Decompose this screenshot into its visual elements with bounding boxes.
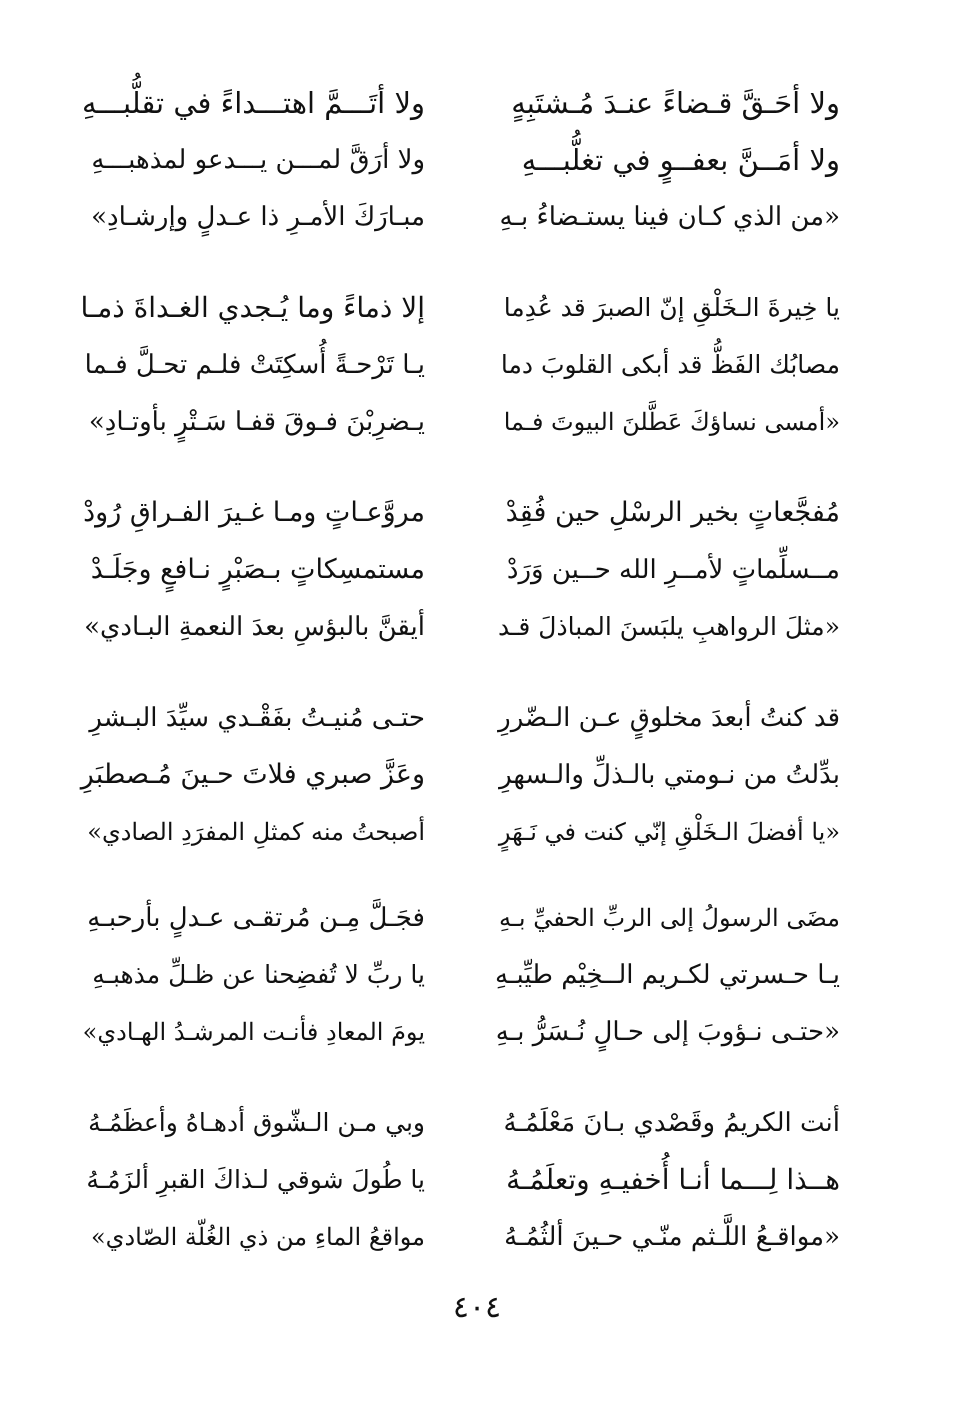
verse-left-5-1: فجَـلَّ مِـن مُرتقـى عـدلٍ بأرحبـهِ [87, 903, 425, 933]
verse-right-5-1: مضَى الرسولُ إلى الربِّ الحفيِّ بـهِ [499, 904, 840, 932]
verse-right-3-1: مُفجَّعاتٍ بخير الرسْلِ حين فُقِدْ [505, 497, 840, 528]
verse-left-1-3: مبـارَكَ الأمـرِ ذا عـدلٍ وإرشـادِ» [91, 202, 425, 232]
page-number: ٤٠٤ [452, 1290, 502, 1325]
verse-right-6-1: أنت الكريمُ وقَصْدي بـانَ مَعْلَمُـهُ [503, 1108, 840, 1138]
verse-left-6-3: مواقعُ الماءِ من ذي الغُلّة الصّادي» [91, 1223, 425, 1251]
verse-left-1-2: ولا أرَقَّ لمـــن يـــدعو لمذهبـــهِ [91, 145, 425, 175]
verse-left-2-3: يـضرِبْنَ فـوقَ قفـا سَـتْرٍ بأوتـادِ» [88, 407, 425, 437]
verse-left-3-3: أيقنَّ بالبؤسِ بعدَ النعمةِ البـادي» [84, 612, 425, 642]
verse-right-3-2: مــسلِّماتٍ لأمــرِ الله حــين وَرَدْ [506, 555, 840, 585]
verse-right-5-3: «حتـى نـؤوبَ إلى حـالٍ نُـسَرُّ بـهِ [495, 1017, 840, 1047]
verse-right-1-2: ولا أمَــنَّ بعفــوٍ في تغلُّبـــهِ [521, 143, 840, 177]
verse-right-4-3: «يا أفضلَ الـخَلْقِ إنّي كنت في نَـهَرٍ [498, 818, 840, 846]
verse-left-5-2: يا ربِّ لا تُفضِحنا عن ظـلِّ مذهبـهِ [92, 960, 425, 989]
poem-stanza-1 [80, 75, 840, 245]
verse-right-2-3: «أمسى نساؤكَ عَطَّلنَ البيوتَ فـما [503, 408, 840, 436]
poem-stanza-4 [80, 690, 840, 860]
verse-left-6-1: وبي مـن الـشّوق أدهـاهُ وأعظَمُـهُ [88, 1108, 425, 1137]
verse-right-6-2: هــذا لِـــما أنـا أُخفيـهِ وتعلَمُـهُ [506, 1163, 840, 1196]
verse-right-1-1: ولا أحَـقَّ قـضاءً عنـدَ مُـشتَبِهٍ [511, 86, 840, 120]
verse-right-4-1: قد كنتُ أبعدَ مخلوقٍ عـن الـضّررِ [498, 703, 840, 733]
verse-left-4-2: وعَزَّ صبري فلاتَ حـينَ مُـصطبَرِ [80, 759, 425, 790]
verse-right-6-3: «مواقـعُ اللَّـثم منّـي حـينَ ألثُمُـهُ [504, 1222, 840, 1252]
verse-left-2-2: يـا تَرْحـةً أُسكِتَتْ فلـم تحـلَّ فـما [84, 350, 425, 380]
poem-stanza-3 [80, 485, 840, 655]
verse-right-5-2: يـا حـسرتي لكـريم الــخِيْم طيِّبـهِ [494, 960, 840, 990]
verse-right-2-2: مصابُك الفَظُّ قد أبكى القلوبَ دما [500, 350, 840, 379]
verse-left-3-1: مروَّعـاتٍ ومـا غـيرَ الفـراقِ رُودْ [83, 497, 425, 528]
verse-left-6-2: يا طُولَ شوقي لـذاكَ القبرِ ألزَمُـهُ [86, 1165, 425, 1194]
verse-right-4-2: بدِّلتُ من نـومتي بالـذلِّ والـسهرِ [499, 760, 840, 790]
verse-right-2-1: يا خِيرةَ الـخَلْقِ إنّ الصبرَ قد عُدِما [503, 293, 840, 322]
poem-stanza-5 [80, 890, 840, 1060]
verse-right-3-3: «مثلَ الرواهبِ يلبَسنَ المباذلَ قـد [497, 612, 840, 641]
verse-right-1-3: «من الذي كـان فينا يستـضاءُ بـهِ [499, 202, 840, 232]
verse-left-5-3: يومَ المعادِ فأنـت المرشـدُ الهـادي» [82, 1018, 425, 1046]
verse-left-2-1: إلا ذماءً وما يُـجدي الغـداةَ ذمـا [80, 291, 425, 324]
poem-stanza-6 [80, 1095, 840, 1265]
verse-left-4-1: حتـى مُنيـتُ بفَقْـدي سيِّدَ البـشرِ [89, 703, 425, 733]
poem-stanza-2 [80, 280, 840, 450]
verse-left-3-2: مستمسِكاتٍ بـصَبْرٍ نـافعٍ وجَلَـدْ [90, 554, 425, 585]
verse-left-4-3: أصبحتُ منه كمثلِ المفرَدِ الصادي» [87, 818, 425, 846]
verse-left-1-1: ولا أتَـــمَّ اهتـــداءً في تقلُّبـــهِ [81, 86, 425, 120]
